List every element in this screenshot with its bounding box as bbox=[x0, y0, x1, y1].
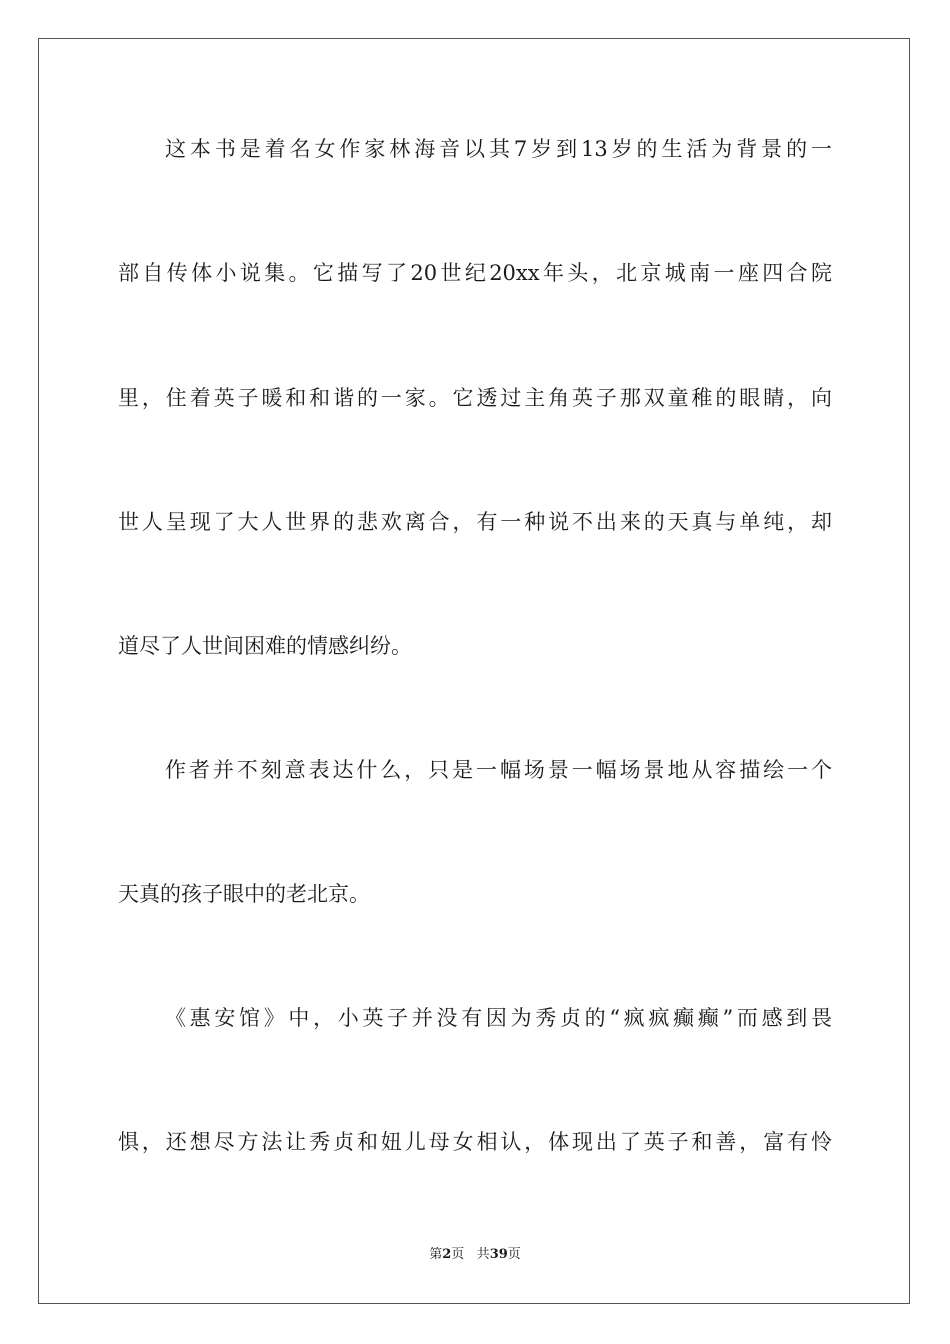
total-suffix: 页 bbox=[507, 1247, 521, 1262]
current-page-number: 2 bbox=[442, 1247, 452, 1262]
paragraph-2-line-2: 天真的孩子眼中的老北京。 bbox=[118, 882, 370, 906]
paragraph-1-line-4: 世人呈现了大人世界的悲欢离合，有一种说不出来的天真与单纯，却 bbox=[118, 510, 832, 534]
page-prefix: 第 bbox=[429, 1247, 443, 1262]
page-suffix: 页 bbox=[451, 1247, 465, 1262]
page-border bbox=[38, 38, 910, 1304]
total-page-count: 39 bbox=[489, 1247, 508, 1262]
page-number-footer bbox=[0, 1246, 950, 1264]
paragraph-2-line-1: 作者并不刻意表达什么，只是一幅场景一幅场景地从容描绘一个 bbox=[165, 758, 832, 782]
paragraph-1-line-5: 道尽了人世间困难的情感纠纷。 bbox=[118, 634, 412, 658]
paragraph-1-line-2: 部自传体小说集。它描写了20世纪20xx年头，北京城南一座四合院 bbox=[118, 261, 832, 285]
total-prefix: 共 bbox=[476, 1247, 490, 1262]
paragraph-3-line-2: 惧，还想尽方法让秀贞和妞儿母女相认，体现出了英子和善，富有怜 bbox=[118, 1130, 832, 1154]
paragraph-3-line-1: 《惠安馆》中，小英子并没有因为秀贞的“疯疯癫癫”而感到畏 bbox=[165, 1006, 832, 1030]
paragraph-1-line-1: 这本书是着名女作家林海音以其7岁到13岁的生活为背景的一 bbox=[165, 137, 832, 161]
paragraph-1-line-3: 里，住着英子暖和和谐的一家。它透过主角英子那双童稚的眼睛，向 bbox=[118, 386, 832, 410]
